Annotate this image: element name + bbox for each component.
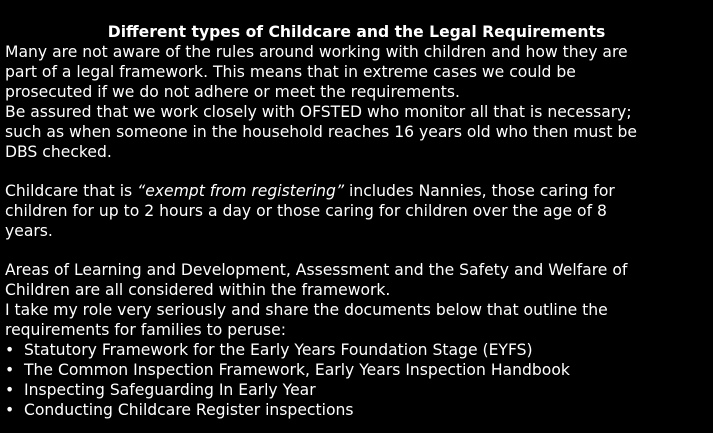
list-item-label: Inspecting Safeguarding In Early Year <box>24 381 316 399</box>
list-item-label: Statutory Framework for the Early Years Foundation Stage (EYFS) <box>24 341 533 359</box>
list-item <box>5 340 711 360</box>
text-line: children for up to 2 hours a day or those caring for children over the age of 8 <box>5 202 607 220</box>
main-content <box>5 42 711 420</box>
exempt-paragraph <box>5 181 711 241</box>
bullet-icon: • <box>5 361 15 379</box>
list-item-label: The Common Inspection Framework, Early Years Inspection Handbook <box>24 361 570 379</box>
list-item <box>5 360 711 380</box>
list-item-label: Conducting Childcare Register inspections <box>24 401 354 419</box>
bullet-icon: • <box>5 341 15 359</box>
emphasis-text: “exempt from registering” <box>137 182 345 200</box>
text-line: DBS checked. <box>5 143 112 161</box>
text-line <box>5 181 711 201</box>
spacer <box>5 162 711 181</box>
documents-list <box>5 340 711 420</box>
bullet-icon: • <box>5 381 15 399</box>
page-title <box>0 22 713 42</box>
framework-paragraph <box>5 260 711 340</box>
text-line: I take my role very seriously and share the documents below that outline the <box>5 301 608 319</box>
text-line: prosecuted if we do not adhere or meet the requirements. <box>5 83 460 101</box>
text-line: Be assured that we work closely with OFSTED who monitor all that is necessary; <box>5 103 632 121</box>
text-line: Children are all considered within the framework. <box>5 281 391 299</box>
spacer <box>5 241 711 260</box>
text-segment: Childcare that is <box>5 182 138 200</box>
text-segment: includes Nannies, those caring for <box>344 182 615 200</box>
page-title-text: Different types of Childcare and the Legal Requirements <box>107 23 606 41</box>
list-item <box>5 400 711 420</box>
text-line: part of a legal framework. This means that in extreme cases we could be <box>5 63 576 81</box>
text-line: requirements for families to peruse: <box>5 321 286 339</box>
intro-paragraph <box>5 42 711 102</box>
text-line: years. <box>5 222 53 240</box>
text-line: such as when someone in the household reaches 16 years old who then must be <box>5 123 637 141</box>
ofsted-paragraph <box>5 102 711 162</box>
bullet-icon: • <box>5 401 15 419</box>
text-line: Areas of Learning and Development, Assessment and the Safety and Welfare of <box>5 261 628 279</box>
text-line: Many are not aware of the rules around working with children and how they are <box>5 43 628 61</box>
list-item <box>5 380 711 400</box>
